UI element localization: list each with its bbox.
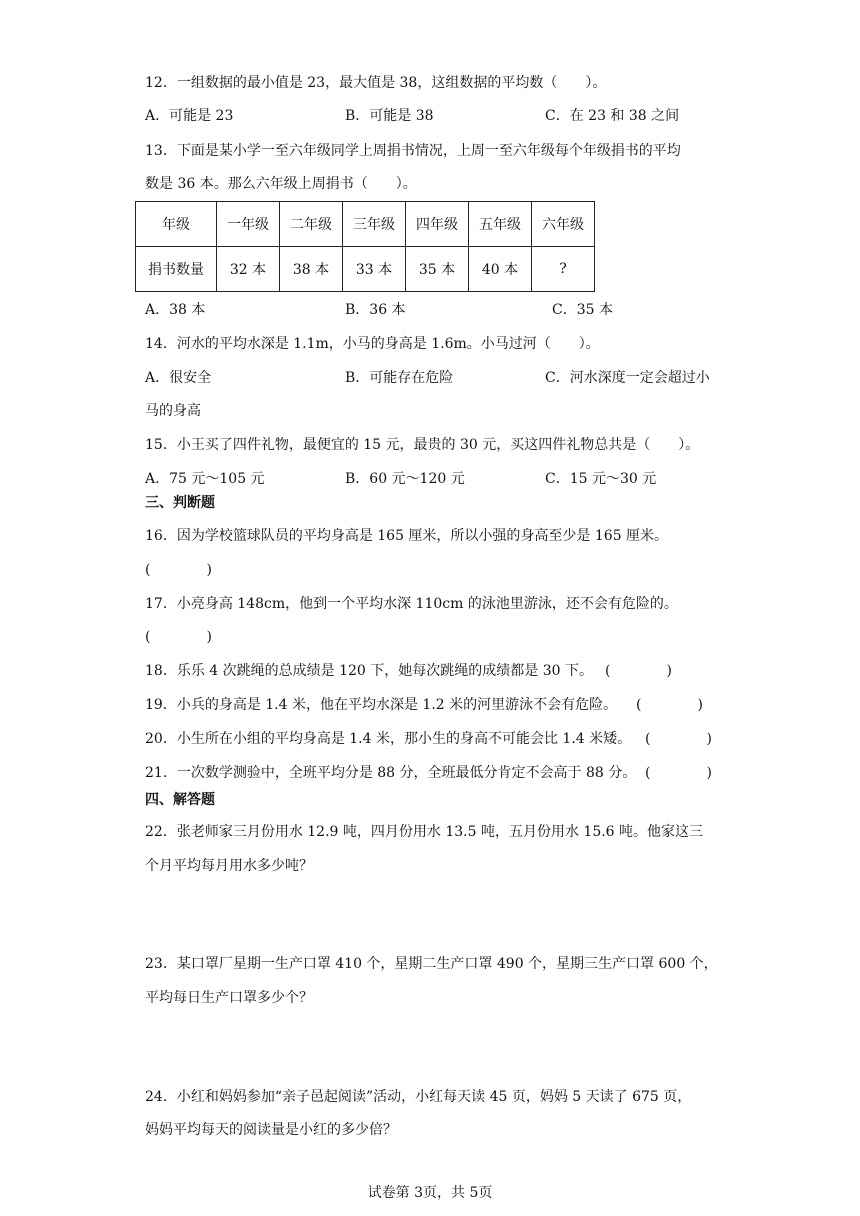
table-cell: 40 本 — [469, 247, 532, 292]
q12-option-b[interactable]: B．可能是 38 — [345, 108, 434, 124]
table-header-cell: 一年级 — [217, 202, 280, 247]
table-cell: 33 本 — [343, 247, 406, 292]
q18-answer-blank[interactable]: ( ) — [605, 663, 672, 679]
donation-table — [135, 201, 595, 292]
q16-stem: 16．因为学校篮球队员的平均身高是 165 厘米，所以小强的身高至少是 165 厘米。 — [145, 528, 669, 544]
table-header-cell: 三年级 — [343, 202, 406, 247]
table-header-row — [136, 202, 595, 247]
q24-line2: 妈妈平均每天的阅读量是小红的多少倍？ — [145, 1122, 397, 1138]
q18-stem: 18．乐乐 4 次跳绳的总成绩是 120 下，她每次跳绳的成绩都是 30 下。 — [145, 663, 593, 679]
table-header-cell: 五年级 — [469, 202, 532, 247]
q17-answer-blank[interactable]: ( ) — [145, 629, 212, 645]
q14-option-c[interactable]: C．河水深度一定会超过小 — [545, 370, 710, 386]
table-cell: 35 本 — [406, 247, 469, 292]
table-header-cell: 二年级 — [280, 202, 343, 247]
q24-line1: 24．小红和妈妈参加“亲子邑起阅读”活动，小红每天读 45 页，妈妈 5 天读了 675 页， — [145, 1089, 692, 1105]
q20-answer-blank[interactable]: ( ) — [645, 731, 712, 747]
q15-option-c[interactable]: C．15 元～30 元 — [545, 471, 657, 487]
q22-line1: 22．张老师家三月份用水 12.9 吨，四月份用水 13.5 吨，五月份用水 15.6 吨。他家这三 — [145, 824, 704, 840]
q12-stem: 12．一组数据的最小值是 23，最大值是 38，这组数据的平均数（ ）。 — [145, 75, 607, 91]
q21-stem: 21．一次数学测验中，全班平均分是 88 分，全班最低分肯定不会高于 88 分。 — [145, 765, 637, 781]
q12-option-a[interactable]: A．可能是 23 — [145, 108, 234, 124]
q12-option-c[interactable]: C．在 23 和 38 之间 — [545, 108, 680, 124]
section-heading-word-problems: 四、解答题 — [145, 792, 215, 808]
table-header-cell: 年级 — [136, 202, 217, 247]
q16-answer-blank[interactable]: ( ) — [145, 562, 212, 578]
q21-answer-blank[interactable]: ( ) — [645, 765, 712, 781]
q13-stem-line2: 数是 36 本。那么六年级上周捐书（ ）。 — [145, 176, 417, 192]
q13-stem-line1: 13．下面是某小学一至六年级同学上周捐书情况，上周一至六年级每个年级捐书的平均 — [145, 143, 681, 159]
q19-answer-blank[interactable]: ( ) — [636, 697, 703, 713]
page-footer: 试卷第 3页，共 5页 — [367, 1185, 493, 1201]
q17-stem: 17．小亮身高 148cm，他到一个平均水深 110cm 的泳池里游泳，还不会有危险的。 — [145, 596, 678, 612]
table-header-cell: 六年级 — [532, 202, 595, 247]
table-cell: ? — [532, 247, 595, 292]
table-cell: 38 本 — [280, 247, 343, 292]
table-cell: 32 本 — [217, 247, 280, 292]
q15-stem: 15．小王买了四件礼物，最便宜的 15 元，最贵的 30 元，买这四件礼物总共是（ ）。 — [145, 437, 700, 453]
q13-option-a[interactable]: A．38 本 — [145, 302, 206, 318]
table-row — [136, 247, 595, 292]
q13-option-b[interactable]: B．36 本 — [345, 302, 406, 318]
q14-option-a[interactable]: A．很安全 — [145, 370, 212, 386]
q14-option-c-continued: 马的身高 — [145, 403, 201, 419]
section-heading-true-false: 三、判断题 — [145, 495, 215, 511]
q19-stem: 19．小兵的身高是 1.4 米，他在平均水深是 1.2 米的河里游泳不会有危险。 — [145, 697, 618, 713]
q15-option-b[interactable]: B．60 元～120 元 — [345, 471, 465, 487]
q14-option-b[interactable]: B．可能存在危险 — [345, 370, 454, 386]
table-header-cell: 四年级 — [406, 202, 469, 247]
q14-stem: 14．河水的平均水深是 1.1m，小马的身高是 1.6m。小马过河（ ）。 — [145, 336, 600, 352]
q15-option-a[interactable]: A．75 元～105 元 — [145, 471, 265, 487]
q13-option-c[interactable]: C．35 本 — [552, 302, 613, 318]
q23-line2: 平均每日生产口罩多少个？ — [145, 990, 313, 1006]
q23-line1: 23．某口罩厂星期一生产口罩 410 个，星期二生产口罩 490 个，星期三生产口罩 600 个， — [145, 956, 718, 972]
q20-stem: 20．小生所在小组的平均身高是 1.4 米，那小生的身高不可能会比 1.4 米矮。 — [145, 731, 632, 747]
q22-line2: 个月平均每月用水多少吨？ — [145, 858, 313, 874]
table-cell: 捐书数量 — [136, 247, 217, 292]
